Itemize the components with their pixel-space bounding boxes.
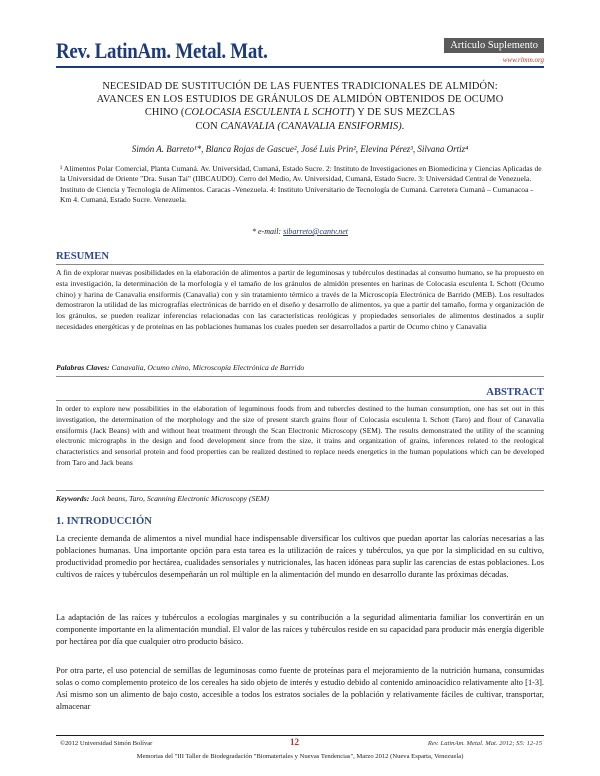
footer-copyright: ©2012 Universidad Simón Bolívar [60, 740, 153, 747]
title-line-3-italic: COLOCASIA ESCULENTA L SCHOTT [184, 107, 352, 119]
abstract-keywords-values: Jack beans, Taro, Scanning Electronic Microscopy (SEM) [89, 494, 269, 503]
page-number: 12 [290, 737, 299, 747]
title-line-3a: CHINO ( [144, 107, 185, 119]
abstract-bottom-divider [56, 490, 544, 491]
intro-paragraph-2: La adaptación de las raíces y tubérculos a ecologías marginales y su contribución a la seguridad alimentaria familiar los convertirán en un componente importante en la alimentación mundial. El valor de las raíces y tubérculos reside en su capacidad para producir más energía digerible por hectárea por día que cualquier otro producto básico. [56, 613, 544, 646]
paper-title [56, 80, 544, 133]
footer-memo: Memorias del "III Taller de Biodegradación "Biomateriales y Nuevas Tendencias", Marzo 2012 (Nueva Esparta, Venezuela) [136, 753, 464, 760]
intro-paragraph-3: Por otra parte, el uso potencial de semillas de leguminosas como fuente de proteínas para el mejoramiento de la nutrición humana, consumidas solas o como complemento proteico de los cereales ha sido objeto de interés y estudio debido al contenido aminoacídico relativamente alto [1-3]. Así mismo son un alimento de bajo costo, accesible a todos los estratos sociales de la población y relativamente fáciles de cultivar, transportar, almacenar [56, 666, 544, 711]
title-line-4 [56, 120, 544, 133]
resumen-keywords-values: Canavalia, Ocumo chino, Microscopía Electrónica de Barrido [109, 363, 305, 372]
abstract-keywords-label: Keywords: [56, 494, 90, 503]
section-badge: Artículo Suplemento [444, 38, 544, 53]
intro-heading: 1. INTRODUCCIÓN [56, 516, 152, 527]
resumen-keywords-divider [56, 376, 544, 377]
contact-email [56, 227, 544, 236]
resumen-heading: RESUMEN [56, 251, 109, 262]
journal-website-link[interactable]: www.rlmm.org [502, 56, 544, 64]
resumen-text: A fin de explorar nuevas posibilidades en la elaboración de alimentos a partir de leguminosas y tubérculos destinadas al consumo humano, se ha propuesto en esta investigación, la determinación de la morfología y el tamaño de los gránulos de almidón presentes en harinas de Colocasia esculenta L Schott (Ocumo chino) y harina de Canavalia ensiformis (Canavalia) con y sin tratamiento térmico a través de la Microscopía Electrónica de Barrido (MEB). Los resultados demostraron la utilidad de las micrografías electrónicas de barrido en el diseño y desarrollo de alimentos, ya que a partir del tamaño, forma y organización de los gránulos, se pueden realizar inferencias relacionadas con las características reológicas y propiedades sensoriales de alimentos destinados a suplir necesidades energéticas y de proteínas en las poblaciones humanas los cuales pueden ser desarrollados a partir de Ocumo chino y Canavalia [56, 268, 544, 331]
resumen-keywords-label: Palabras Claves: [56, 363, 110, 372]
title-line-1: NECESIDAD DE SUSTITUCIÓN DE LAS FUENTES TRADICIONALES DE ALMIDÓN: [102, 81, 498, 92]
title-line-3 [56, 106, 544, 119]
footer-citation: Rev. LatinAm. Metal. Mat. 2012; S5: 12-15 [427, 740, 542, 747]
abstract-divider [56, 400, 544, 401]
resumen-divider [56, 264, 544, 265]
journal-header [56, 34, 544, 70]
title-line-4a: CON [195, 120, 221, 132]
abstract-text: In order to explore new possibilities in the elaboration of leguminous foods from and tubercles destined to the human consumption, one has set out in this investigation, the determination of the morphology and the size of present starch grains flour of Colocasia esculenta L Schott (Taro) and flour of Canavalia ensiformis (Jack Beans) with and without heat treatment through the Scan Electronic Microscopy (SEM). The results demonstrated the utility of the scanning electronic micrographs in the design and food development since from the size, it trains and organization of grains, inferences related to the reological characteristics and sensorial protein and food properties can be realized destined to replace needs energetics in the human populations which can be developed from Taro and Jack beans [56, 404, 544, 467]
intro-paragraph-1: La creciente demanda de alimentos a nivel mundial hace indispensable diversificar los cultivos que puedan aportar las calorías necesarias a las poblaciones humanas. Una importante opción para esta tarea es la utilización de raíces y tubérculos, ya que por la simplicidad en su cultivo, productividad promedio por hectárea, cualidades sensoriales y nutricionales, las hacen idóneas para suplir las carencias de estas poblaciones. Los cultivos de raíces y tubérculos desempeñarán un rol múltiple en la alimentación del mundo en desarrollo durante las próximas décadas. [56, 534, 544, 579]
header-divider [56, 66, 544, 68]
affiliations: ¹ Alimentos Polar Comercial, Planta Cumaná. Av. Universidad, Cumaná, Estado Sucre. 2: Instituto de Investigaciones en Biomedicina y Ciencias Aplicadas de la Universidad de Oriente "Dra. Susan Tai" (IIBCAUDO). Cerro del Medio, Av. Universidad, Cumaná, Estado Sucre. 3: Universidad Central de Venezuela. Instituto de Ciencia y Tecnología de Alimentos. Caracas -Venezuela. 4: Instituto Universitario de Tecnología de Cumaná. Carretera Cumaná – Cumanacoa - Km 4. Cumaná, Estado Sucre. Venezuela. [60, 164, 542, 205]
abstract-heading: ABSTRACT [486, 387, 544, 398]
footer-divider [56, 735, 544, 736]
title-line-4-italic: CANAVALIA (CANAVALIA ENSIFORMIS). [220, 120, 405, 132]
author-list: Simón A. Barreto¹*, Blanca Rojas de Gascue², José Luis Prin², Elevina Pérez³, Silvana Ortiz⁴ [131, 144, 469, 154]
resumen-keywords [56, 363, 544, 372]
title-line-3b: ) Y DE SUS MEZCLAS [351, 107, 456, 119]
email-label: * e-mail: [251, 227, 284, 236]
abstract-keywords [56, 494, 544, 503]
title-line-2: AVANCES EN LOS ESTUDIOS DE GRÁNULOS DE ALMIDÓN OBTENIDOS DE OCUMO [96, 94, 504, 106]
email-link[interactable]: sibarreto@cantv.net [283, 227, 348, 236]
journal-title: Rev. LatinAm. Metal. Mat. [56, 38, 268, 63]
